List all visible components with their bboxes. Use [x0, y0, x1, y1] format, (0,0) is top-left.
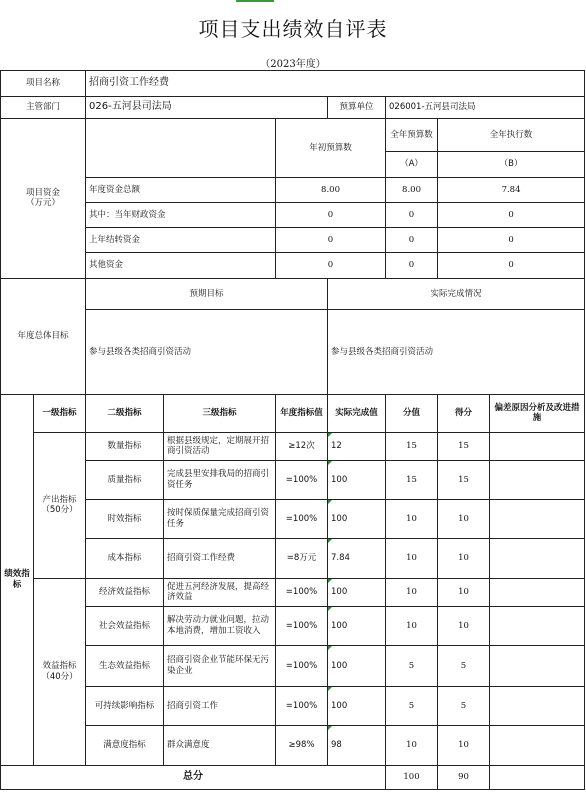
indicator-l3: 完成县里安排我局的招商引资任务 [164, 460, 276, 499]
funds-row [1, 252, 585, 278]
indicator-row [1, 725, 585, 765]
indicator-l3: 按时保质保量完成招商引资任务 [164, 499, 276, 538]
perf-group-output: 产出指标（50分） [34, 432, 86, 578]
decorative-green-bar [236, 0, 274, 2]
funds-row-plan: 0 [276, 227, 386, 252]
indicator-remark [490, 686, 585, 725]
funds-row-exec: 0 [438, 252, 585, 278]
indicator-score-full: 15 [386, 432, 438, 460]
goal-actual-header: 实际完成情况 [328, 278, 585, 309]
indicator-l2: 成本指标 [86, 538, 164, 578]
total-score-full: 100 [386, 765, 438, 789]
indicator-score-full: 10 [386, 578, 438, 606]
unit-value: 026001-五河县司法局 [386, 97, 585, 119]
indicator-score: 5 [438, 686, 490, 725]
indicator-row [1, 606, 585, 645]
indicator-score-full: 10 [386, 606, 438, 645]
funds-row-exec: 7.84 [438, 177, 585, 202]
unit-label: 预算单位 [328, 97, 386, 119]
indicator-row [1, 432, 585, 460]
indicator-l3: 促进五河经济发展，提高经济效益 [164, 578, 276, 606]
page-subtitle: （2023年度） [260, 59, 326, 70]
dept-row [1, 97, 585, 119]
indicator-score-full: 10 [386, 499, 438, 538]
page-title: 项目支出绩效自评表 [198, 17, 388, 41]
indicator-l2: 可持续影响指标 [86, 686, 164, 725]
funds-row-plan: 8.00 [276, 177, 386, 202]
indicator-score: 15 [438, 432, 490, 460]
indicator-remark [490, 460, 585, 499]
funds-col-exec-code: （B） [438, 151, 585, 177]
funds-row-plan: 0 [276, 202, 386, 227]
indicator-target: =100% [276, 578, 328, 606]
indicator-score-full: 5 [386, 686, 438, 725]
indicator-l2: 数量指标 [86, 432, 164, 460]
funds-row-label: 上年结转资金 [86, 227, 276, 252]
total-remark [490, 765, 585, 789]
indicator-actual: 100 [328, 499, 386, 538]
perf-header-target: 年度指标值 [276, 394, 328, 432]
funds-header-row-1 [1, 119, 585, 152]
goal-actual: 参与县级各类招商引资活动 [328, 309, 585, 394]
indicator-row [1, 645, 585, 686]
indicator-target: =100% [276, 499, 328, 538]
project-name-row [1, 71, 585, 97]
indicator-remark [490, 645, 585, 686]
indicator-remark [490, 499, 585, 538]
goal-label: 年度总体目标 [1, 278, 86, 394]
perf-label: 绩效指标 [1, 394, 34, 765]
indicator-row [1, 460, 585, 499]
goal-expected-header: 预期目标 [86, 278, 328, 309]
indicator-l2: 社会效益指标 [86, 606, 164, 645]
funds-row [1, 227, 585, 252]
indicator-row [1, 578, 585, 606]
total-row [1, 765, 585, 789]
indicator-remark [490, 606, 585, 645]
indicator-row [1, 686, 585, 725]
funds-row-full: 8.00 [386, 177, 438, 202]
perf-header-l2: 二级指标 [86, 394, 164, 432]
indicator-actual: 7.84 [328, 538, 386, 578]
funds-col-full: 全年预算数 [386, 119, 438, 152]
evaluation-table [0, 70, 585, 790]
indicator-score: 10 [438, 538, 490, 578]
indicator-score: 15 [438, 460, 490, 499]
indicator-remark [490, 578, 585, 606]
indicator-actual: 98 [328, 725, 386, 765]
indicator-actual: 100 [328, 578, 386, 606]
indicator-l3: 根据县级规定，定期展开招商引资活动 [164, 432, 276, 460]
indicator-score-full: 10 [386, 538, 438, 578]
indicator-score: 10 [438, 499, 490, 538]
project-name-label: 项目名称 [1, 71, 86, 97]
funds-col-exec: 全年执行数 [438, 119, 585, 152]
indicator-actual: 100 [328, 460, 386, 499]
indicator-l2: 质量指标 [86, 460, 164, 499]
indicator-target: =100% [276, 645, 328, 686]
indicator-score: 10 [438, 578, 490, 606]
indicator-target: =100% [276, 460, 328, 499]
indicator-l3: 招商引资企业节能环保无污染企业 [164, 645, 276, 686]
dept-label: 主管部门 [1, 97, 86, 119]
indicator-target: =8万元 [276, 538, 328, 578]
perf-header-row [1, 394, 585, 432]
indicator-actual: 12 [328, 432, 386, 460]
indicator-score-full: 10 [386, 725, 438, 765]
indicator-remark [490, 538, 585, 578]
total-score: 90 [438, 765, 490, 789]
indicator-score: 10 [438, 606, 490, 645]
perf-header-actual: 实际完成值 [328, 394, 386, 432]
funds-row-full: 0 [386, 252, 438, 278]
indicator-actual: 100 [328, 686, 386, 725]
indicator-row [1, 538, 585, 578]
indicator-l3: 解决劳动力就业问题，拉动本地消费，增加工资收入 [164, 606, 276, 645]
indicator-target: =100% [276, 686, 328, 725]
indicator-remark [490, 432, 585, 460]
indicator-row [1, 499, 585, 538]
funds-row-label: 年度资金总额 [86, 177, 276, 202]
goal-header-row [1, 278, 585, 309]
funds-row-label: 其中：当年财政资金 [86, 202, 276, 227]
perf-header-remark: 偏差原因分析及改进措施 [490, 394, 585, 432]
indicator-l2: 时效指标 [86, 499, 164, 538]
funds-col-plan: 年初预算数 [276, 119, 386, 178]
funds-row-exec: 0 [438, 227, 585, 252]
indicator-l2: 生态效益指标 [86, 645, 164, 686]
indicator-l3: 招商引资工作 [164, 686, 276, 725]
indicator-l2: 经济效益指标 [86, 578, 164, 606]
perf-header-score: 得分 [438, 394, 490, 432]
indicator-actual: 100 [328, 645, 386, 686]
funds-row-exec: 0 [438, 202, 585, 227]
indicator-actual: 100 [328, 606, 386, 645]
funds-row-plan: 0 [276, 252, 386, 278]
indicator-target: ≥98% [276, 725, 328, 765]
goal-content-row [1, 309, 585, 394]
project-name-value: 招商引资工作经费 [86, 71, 585, 97]
indicator-l2: 满意度指标 [86, 725, 164, 765]
funds-row-full: 0 [386, 227, 438, 252]
goal-expected: 参与县级各类招商引资活动 [86, 309, 328, 394]
funds-header-blank [86, 119, 276, 178]
indicator-remark [490, 725, 585, 765]
indicator-score: 10 [438, 725, 490, 765]
indicator-target: =100% [276, 606, 328, 645]
funds-row-full: 0 [386, 202, 438, 227]
perf-header-l1: 一级指标 [34, 394, 86, 432]
funds-row [1, 202, 585, 227]
indicator-target: ≥12次 [276, 432, 328, 460]
indicator-l3: 群众满意度 [164, 725, 276, 765]
perf-header-l3: 三级指标 [164, 394, 276, 432]
funds-col-full-code: （A） [386, 151, 438, 177]
perf-header-score-full: 分值 [386, 394, 438, 432]
funds-row-label: 其他资金 [86, 252, 276, 278]
dept-value: 026-五河县司法局 [86, 97, 328, 119]
funds-row [1, 177, 585, 202]
indicator-score-full: 15 [386, 460, 438, 499]
funds-label: 项目资金 （万元） [1, 119, 86, 279]
indicator-score-full: 5 [386, 645, 438, 686]
indicator-l3: 招商引资工作经费 [164, 538, 276, 578]
perf-group-benefit: 效益指标（40分） [34, 578, 86, 765]
total-label: 总分 [1, 765, 386, 789]
indicator-score: 5 [438, 645, 490, 686]
